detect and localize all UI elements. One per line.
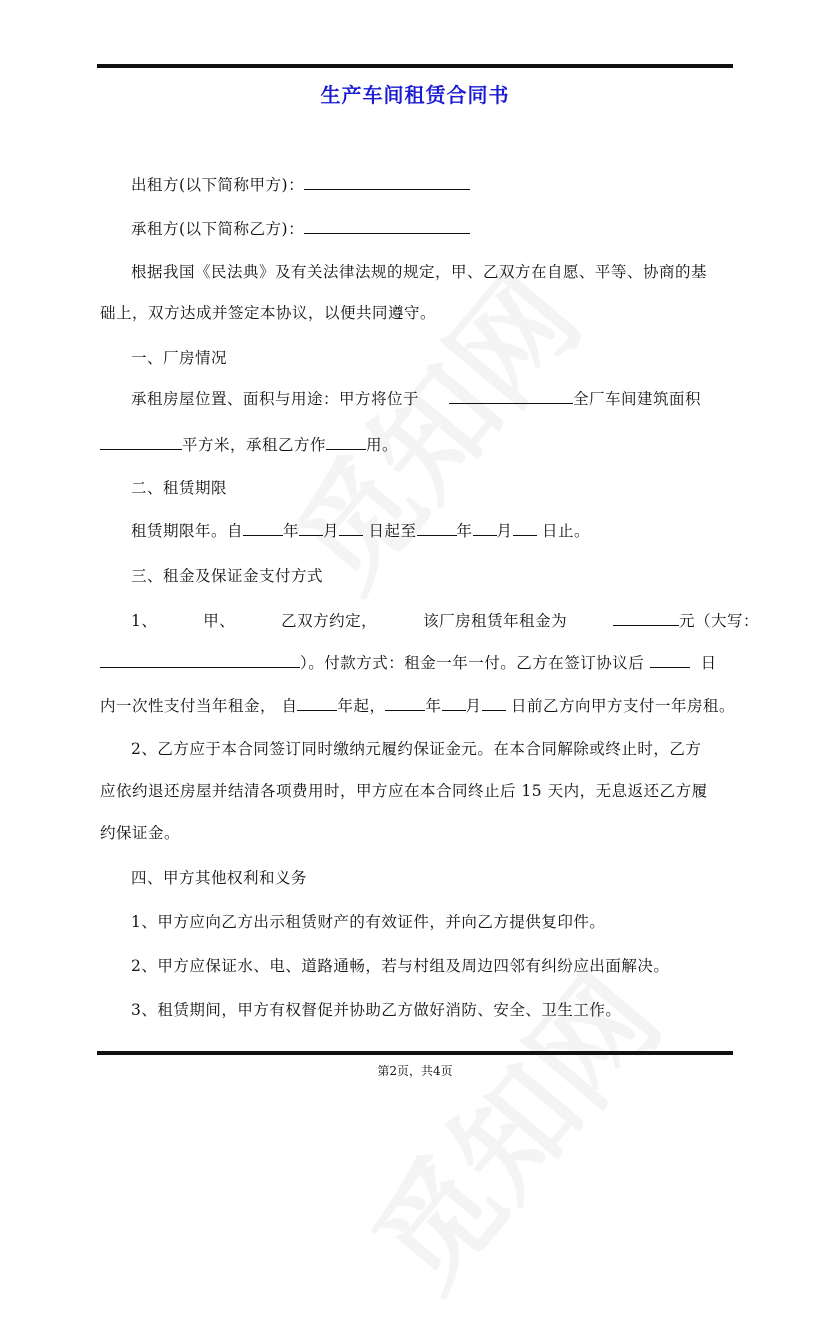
section-2-heading: 二、租赁期限 xyxy=(131,479,228,497)
section-3-heading: 三、租金及保证金支付方式 xyxy=(131,567,324,585)
term-line: 租赁期限年。自 年 月 日起至 年 月 日止。 xyxy=(131,522,590,540)
watermark xyxy=(328,933,691,1319)
lessee-line: 承租方(以下简称乙方)： xyxy=(131,219,771,239)
footer-rule xyxy=(97,1051,733,1055)
header-rule xyxy=(97,64,733,68)
premises-line-2: 平方米，承租乙方作 用。 xyxy=(100,435,740,455)
rent-line-3: 内一次性支付当年租金， 自 年起， 年 月 日前乙方向甲方支付一年房租。 xyxy=(100,697,735,715)
intro-line-1: 根据我国《民法典》及有关法律法规的规定，甲、乙双方在自愿、平等、协商的基 xyxy=(131,263,708,281)
section-4-heading: 四、甲方其他权利和义务 xyxy=(131,869,308,887)
intro-line-2: 础上，双方达成并签定本协议，以便共同遵守。 xyxy=(100,304,437,322)
page-number: 第2页，共4页 xyxy=(377,1064,453,1078)
lessor-line: 出租方(以下简称甲方)： xyxy=(131,175,771,195)
rent-line-1: 1、 甲、 乙双方约定， 该厂房租赁年租金为 元（大写： xyxy=(131,612,759,630)
document-title: 生产车间租赁合同书 xyxy=(320,83,510,107)
deposit-line-3: 约保证金。 xyxy=(100,824,181,842)
right-item-1: 1、甲方应向乙方出示租赁财产的有效证件，并向乙方提供复印件。 xyxy=(131,913,606,931)
deposit-line-2: 应依约退还房屋并结清各项费用时，甲方应在本合同终止后 15 天内，无息返还乙方履 xyxy=(100,782,708,800)
right-item-2: 2、甲方应保证水、电、道路通畅，若与村组及周边四邻有纠纷应出面解决。 xyxy=(131,957,670,975)
right-item-3: 3、租赁期间，甲方有权督促并协助乙方做好消防、安全、卫生工作。 xyxy=(131,1001,622,1019)
section-1-heading: 一、厂房情况 xyxy=(131,349,228,367)
deposit-line-1: 2、乙方应于本合同签订同时缴纳元履约保证金元。在本合同解除或终止时，乙方 xyxy=(131,740,702,758)
rent-line-2: ）。付款方式：租金一年一付。乙方在签订协议后 日 xyxy=(100,653,740,673)
premises-line-1: 承租房屋位置、面积与用途：甲方将位于 全厂车间建筑面积 xyxy=(131,390,702,408)
watermark xyxy=(248,233,611,619)
